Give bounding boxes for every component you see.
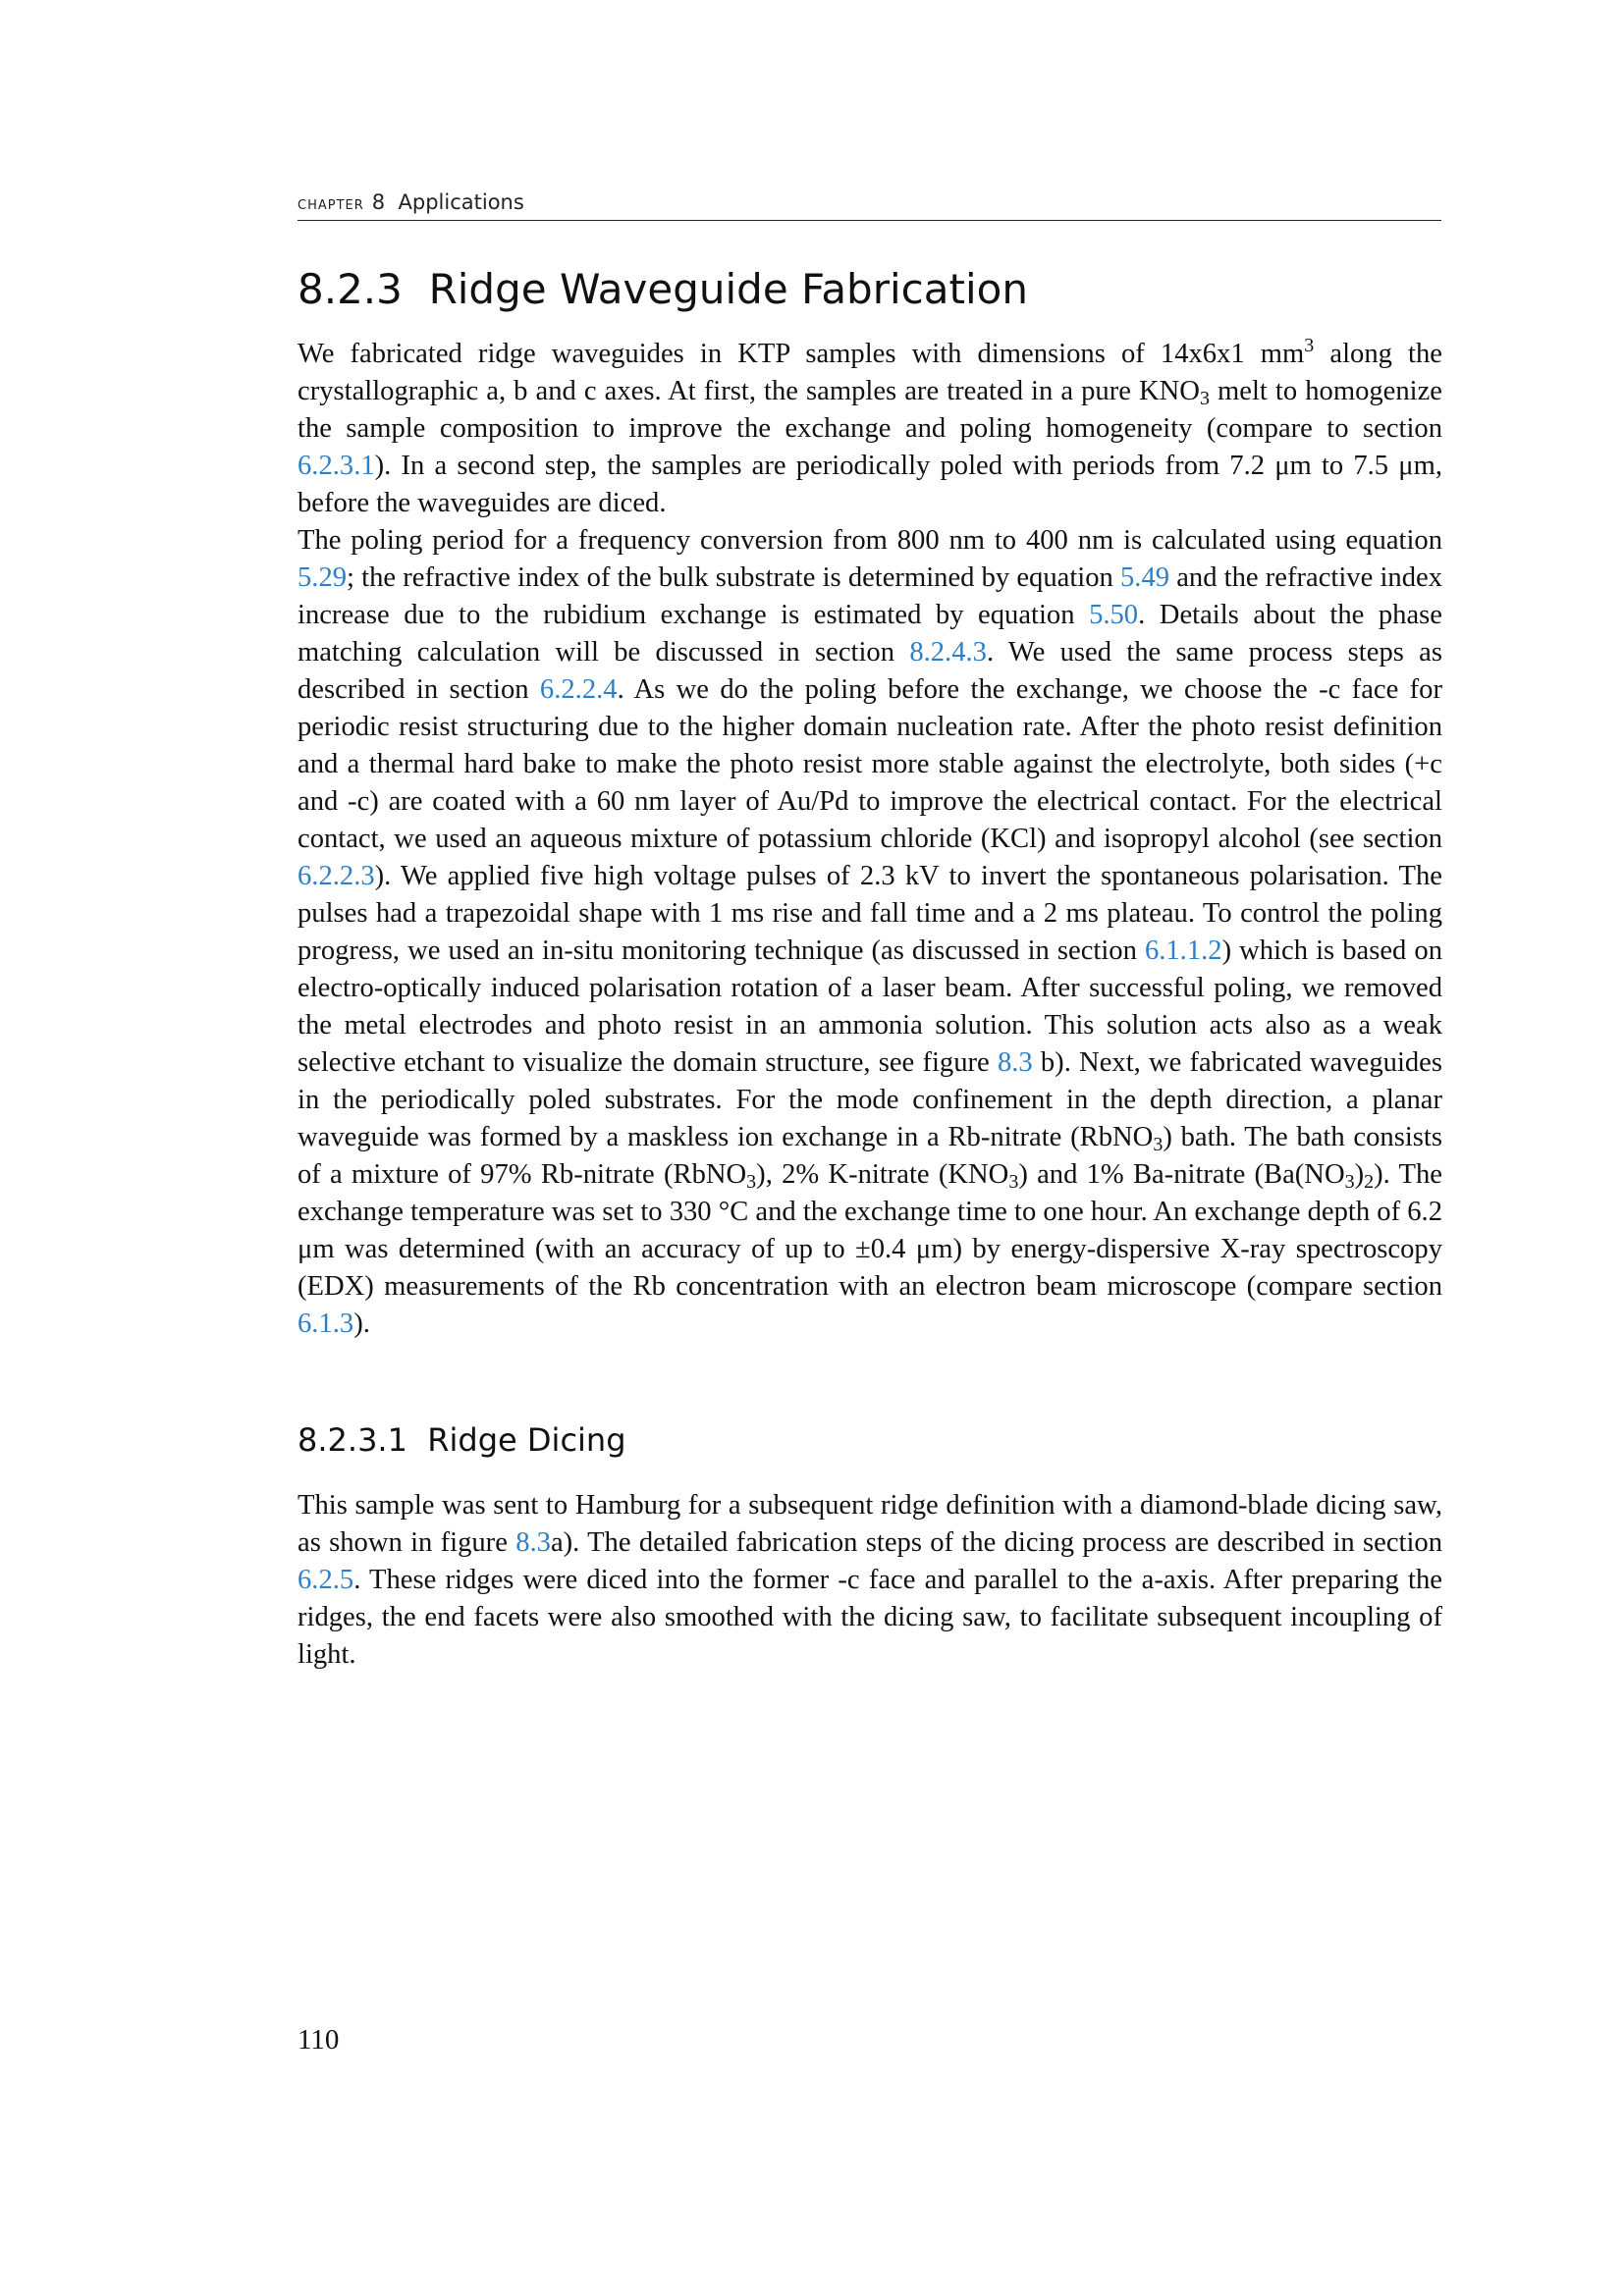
text-span: We fabricated ridge waveguides in KTP samples with dimensions of 14x6x1 mm (298, 339, 1305, 369)
ref-link-section-6-1-1-2[interactable]: 6.1.1.2 (1144, 935, 1222, 966)
running-header (298, 190, 1441, 221)
ref-link-equation-5-29[interactable]: 5.29 (298, 562, 348, 593)
text-span: a). The detailed fabrication steps of the dicing process are described in section (550, 1527, 1442, 1558)
text-span: ), 2% K-nitrate (KNO (756, 1159, 1009, 1190)
text-span: ). We applied five high voltage pulses of 2.3 kV to invert the spontaneous polarisation. The pulses had a trapezoidal shape with 1 ms rise and fall time and a 2 ms plateau. To control the poling progress, we used an in-situ monitoring technique (as discussed in section (298, 861, 1442, 966)
text-span: and the refractive index increase due to the rubidium exchange is estimated by equation (298, 562, 1442, 630)
ref-link-section-6-2-3-1[interactable]: 6.2.3.1 (298, 451, 375, 481)
subscript: 3 (746, 1171, 757, 1193)
text-span: . As we do the poling before the exchange, we choose the -c face for periodic resist structuring due to the higher domain nucleation rate. After the photo resist definition and a thermal hard bake to make the photo resist more stable against the electrolyte, both sides (+c and -c) are coated with a 60 nm layer of Au/Pd to improve the electrical contact. For the electrical contact, we used an aqueous mixture of potassium chloride (KCl) and isopropyl alcohol (see section (298, 674, 1442, 854)
paragraph-fabrication (298, 336, 1442, 1343)
chapter-title: Applications (398, 190, 524, 214)
subscript: 2 (1364, 1171, 1375, 1193)
text-span: ). In a second step, the samples are periodically poled with periods from 7.2 μm to 7.5 μm, before the waveguides are diced. (298, 451, 1442, 518)
ref-link-section-6-2-2-3[interactable]: 6.2.2.3 (298, 861, 375, 891)
subscript: 3 (1153, 1134, 1164, 1155)
text-span: b). Next, we fabricated waveguides in the periodically poled substrates. For the mode confinement in the depth direction, a planar waveguide was formed by a maskless ion exchange in a Rb-nitrate (RbNO (298, 1047, 1443, 1152)
section-heading (298, 265, 1028, 313)
superscript: 3 (1304, 335, 1315, 356)
ref-link-section-8-2-4-3[interactable]: 8.2.4.3 (909, 637, 987, 667)
text-span: ; the refractive index of the bulk substrate is determined by equation (347, 562, 1120, 593)
subscript: 3 (1008, 1171, 1019, 1193)
chapter-number: 8 (371, 190, 386, 214)
text-span: ). The exchange temperature was set to 330 °C and the exchange time to one hour. An exchange depth of 6.2 μm was determined (with an accuracy of up to ±0.4 μm) by energy-dispersive X-ray spectroscopy (EDX) measurements of the Rb concentration with an electron beam microscope (compare section (298, 1159, 1442, 1302)
subsection-number: 8.2.3.1 (298, 1421, 407, 1459)
ref-link-figure-8-3[interactable]: 8.3 (997, 1047, 1033, 1078)
text-span: ) (1354, 1159, 1365, 1190)
text-span: ). (353, 1308, 370, 1339)
section-number: 8.2.3 (298, 265, 403, 313)
text-span: This sample was sent to Hamburg for a subsequent ridge definition with a diamond-blade dicing saw, as shown in figure (298, 1490, 1442, 1558)
text-span: ) and 1% Ba-nitrate (Ba(NO (1018, 1159, 1345, 1190)
subsection-title: Ridge Dicing (427, 1421, 626, 1459)
text-span: . Details about the phase matching calculation will be discussed in section (298, 600, 1442, 667)
subscript: 3 (1199, 388, 1210, 409)
subsection-heading (298, 1421, 626, 1459)
ref-link-section-6-2-5[interactable]: 6.2.5 (298, 1565, 354, 1595)
subscript: 3 (1344, 1171, 1355, 1193)
ref-link-equation-5-50[interactable]: 5.50 (1089, 600, 1139, 630)
paragraph-dicing (298, 1487, 1442, 1674)
text-span: ) bath. The bath consists of a mixture of 97% Rb-nitrate (RbNO (298, 1122, 1442, 1190)
ref-link-equation-5-49[interactable]: 5.49 (1120, 562, 1170, 593)
section-title: Ridge Waveguide Fabrication (428, 265, 1028, 313)
text-span: . These ridges were diced into the former -c face and parallel to the a-axis. After preparing the ridges, the end facets were also smoothed with the dicing saw, to facilitate subsequent incoupling of light. (298, 1565, 1442, 1670)
text-span: . We used the same process steps as described in section (298, 637, 1442, 705)
text-span: melt to homogenize the sample composition to improve the exchange and poling homogeneity (compare to section (298, 376, 1442, 444)
chapter-label: chapter (298, 193, 364, 214)
text-span: ) which is based on electro-optically induced polarisation rotation of a laser beam. After successful poling, we removed the metal electrodes and photo resist in an ammonia solution. This solution acts also as a weak selective etchant to visualize the domain structure, see figure (298, 935, 1442, 1078)
page-number: 110 (298, 2024, 340, 2056)
text-span: along the crystallographic a, b and c axes. At first, the samples are treated in a pure KNO (298, 339, 1442, 406)
ref-link-figure-8-3a[interactable]: 8.3 (515, 1527, 551, 1558)
text-span: The poling period for a frequency conversion from 800 nm to 400 nm is calculated using equation (298, 525, 1442, 556)
ref-link-section-6-1-3[interactable]: 6.1.3 (298, 1308, 354, 1339)
ref-link-section-6-2-2-4[interactable]: 6.2.2.4 (539, 674, 618, 705)
